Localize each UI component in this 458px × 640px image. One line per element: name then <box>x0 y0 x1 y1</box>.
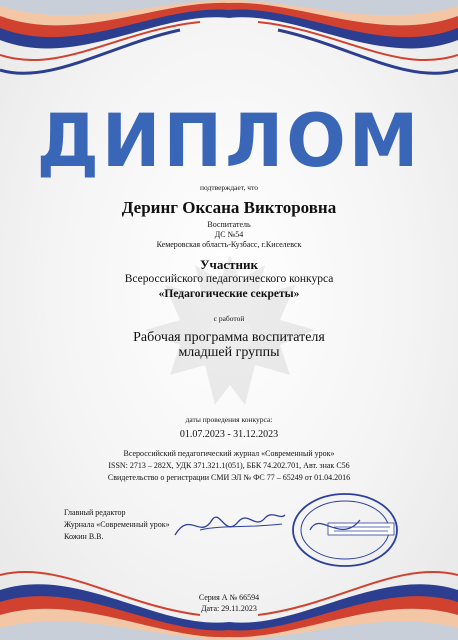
participant-status: Участник <box>200 257 258 272</box>
journal-line: Всероссийский педагогический журнал «Современный урок» <box>123 449 335 458</box>
work-title-line-1: Рабочая программа воспитателя <box>133 330 325 345</box>
issn-line: ISSN: 2713 – 282X, УДК 371.321.1(051), ББК 74.202.701, Авт. знак С56 <box>108 461 350 470</box>
confirms-text: подтверждает, что <box>199 183 259 192</box>
contest-name: «Педагогические секреты» <box>158 288 300 300</box>
recipient-position: Воспитатель <box>207 220 251 229</box>
work-title-line-2: младшей группы <box>178 345 280 360</box>
bottom-ribbon-decoration <box>0 560 458 640</box>
recipient-name: Деринг Оксана Викторовна <box>121 198 337 217</box>
recipient-organization: ДС №54 <box>214 230 244 239</box>
editor-journal: Журнала «Современный урок» <box>64 520 170 529</box>
contest-dates: 01.07.2023 - 31.12.2023 <box>179 429 279 440</box>
issue-date: Дата: 29.11.2023 <box>201 604 257 613</box>
editor-name: Кожин В.В. <box>64 532 104 541</box>
with-work-label: с работой <box>213 314 245 323</box>
serial-number: Серия А № 66594 <box>198 593 260 602</box>
top-ribbon-decoration <box>0 0 458 90</box>
handwritten-signature <box>170 500 290 545</box>
dates-label: даты проведения конкурса: <box>185 415 273 424</box>
diploma-title: ДИПЛОМ <box>36 97 422 185</box>
registration-certificate-line: Свидетельство о регистрации СМИ ЭЛ № ФС 77 – 65249 от 01.04.2016 <box>107 473 351 482</box>
journal-stamp <box>290 490 400 570</box>
editor-title: Главный редактор <box>64 508 126 517</box>
recipient-region: Кемеровская область-Кузбасс, г.Киселевск <box>156 240 302 249</box>
contest-description: Всероссийского педагогического конкурса <box>124 273 334 285</box>
